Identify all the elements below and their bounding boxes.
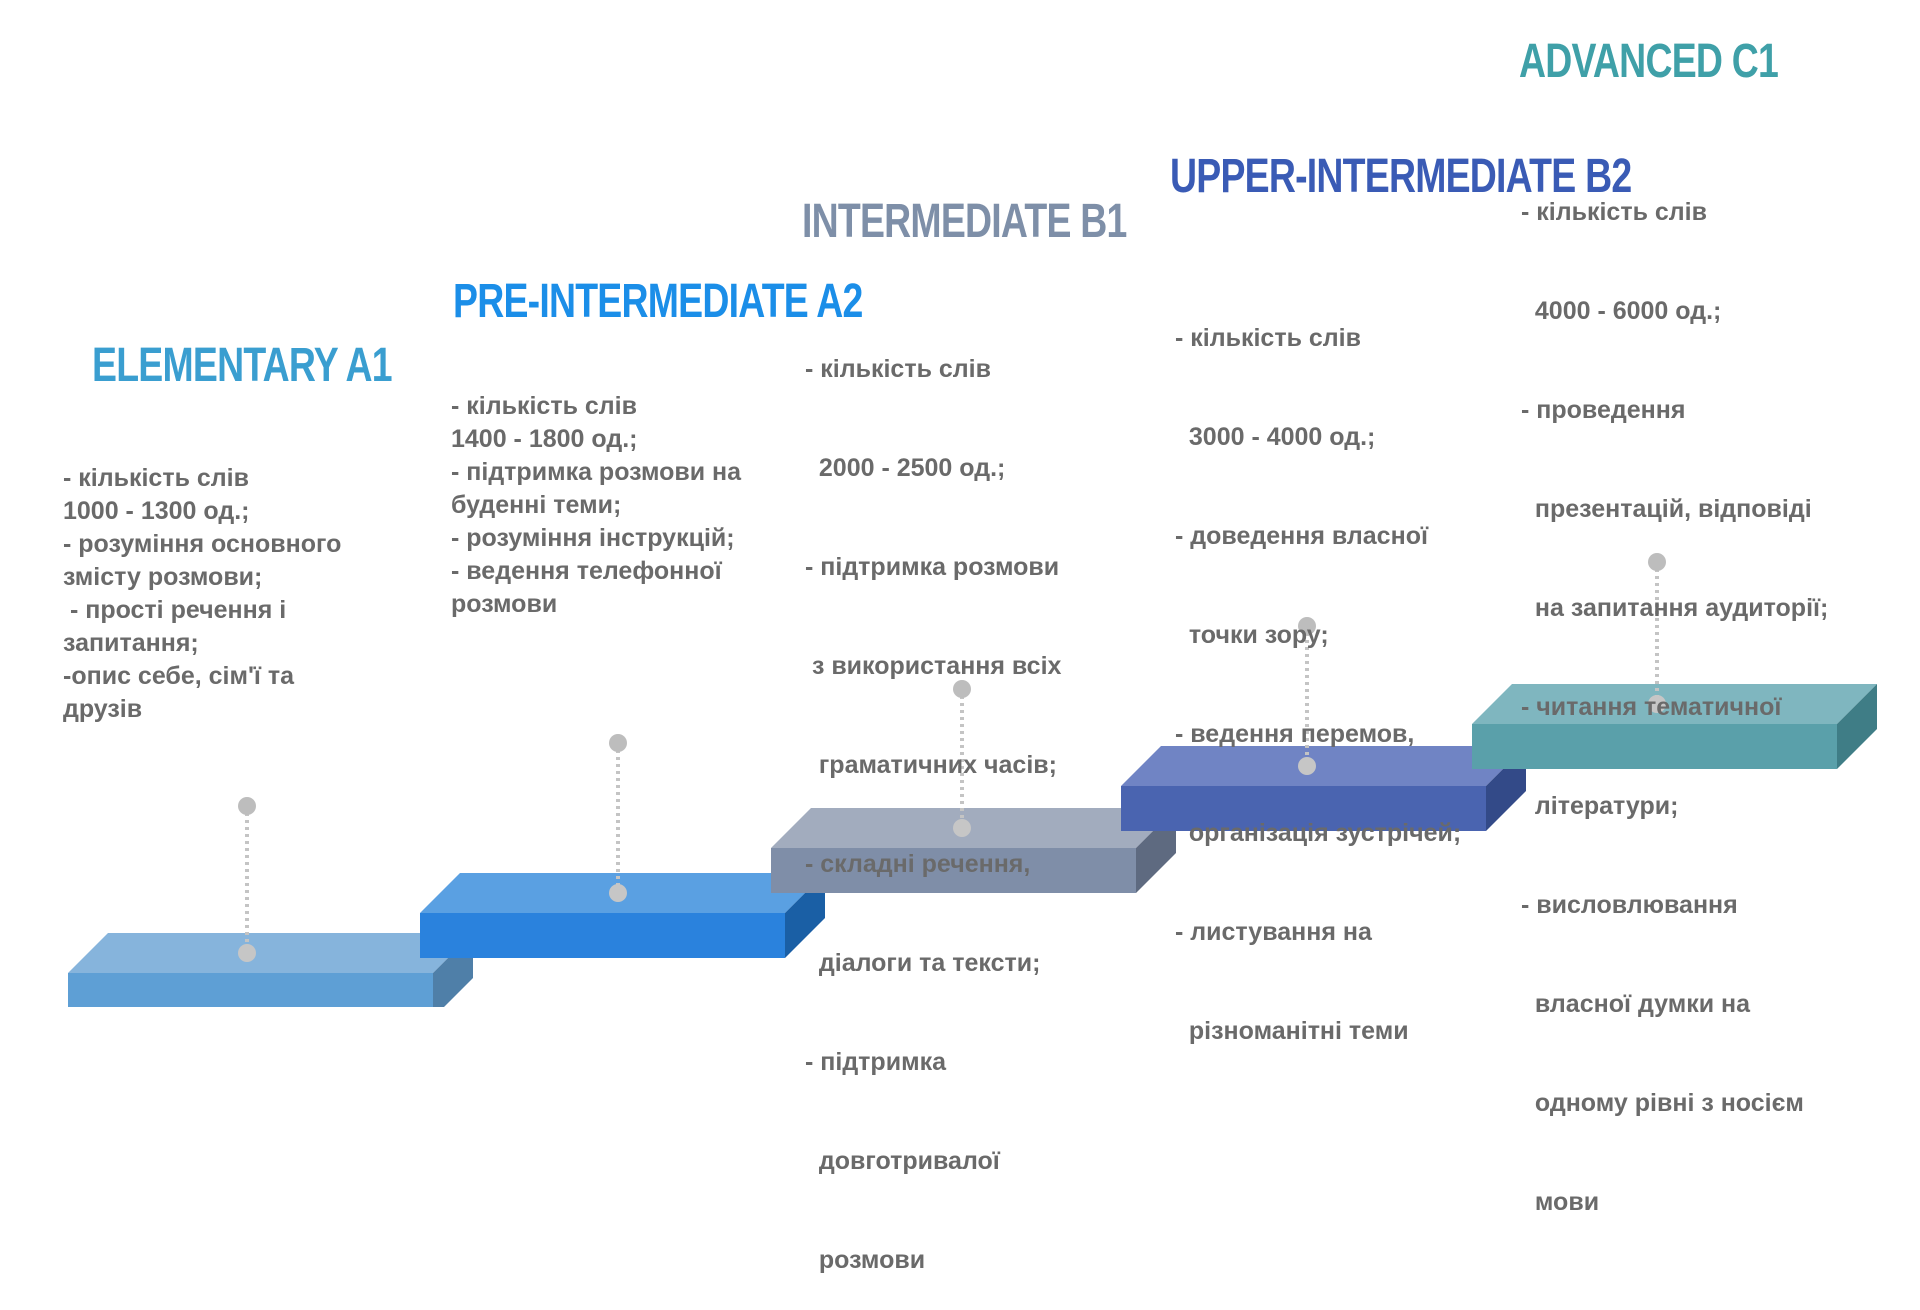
list-item: - доведення власної	[1175, 522, 1428, 550]
pin-dot-top-elementary-a1	[238, 797, 256, 815]
list-item: - кількість слів	[805, 355, 991, 383]
list-item: 4000 - 6000 од.;	[1521, 297, 1722, 325]
list-item: мови	[1521, 1188, 1600, 1216]
list-item: 2000 - 2500 од.;	[805, 454, 1006, 482]
list-item: з використання всіх	[805, 652, 1062, 680]
pin-dot-top-pre-intermediate-a2	[609, 734, 627, 752]
list-item: - кількість слів	[63, 464, 249, 492]
step-top-elementary-a1	[68, 933, 473, 973]
level-list-upper-intermediate-b2	[1175, 256, 1461, 1081]
list-item: - читання тематичної	[1521, 693, 1782, 721]
level-title-intermediate-b1: INTERMEDIATE B1	[802, 195, 1127, 248]
list-item: довготривалої	[805, 1147, 1000, 1175]
level-list-pre-intermediate-a2	[451, 390, 741, 621]
list-item: - розуміння інструкцій;	[451, 524, 735, 552]
list-item: - прості речення і	[63, 596, 287, 624]
list-item: 1400 - 1800 од.;	[451, 425, 638, 453]
list-item: - проведення	[1521, 396, 1686, 424]
level-title-upper-intermediate-b2: UPPER-INTERMEDIATE B2	[1170, 150, 1632, 203]
list-item: граматичних часів;	[805, 751, 1057, 779]
list-item: - складні речення,	[805, 850, 1031, 878]
list-item: буденні теми;	[451, 491, 622, 519]
list-item: організація зустрічей;	[1175, 819, 1462, 847]
list-item: друзів	[63, 695, 143, 723]
list-item: - підтримка	[805, 1048, 946, 1076]
list-item: - ведення телефонної	[451, 557, 722, 585]
list-item: власної думки на	[1521, 990, 1751, 1018]
list-item: -опис себе, сім'ї та	[63, 662, 295, 690]
list-item: - ведення перемов,	[1175, 720, 1415, 748]
list-item: - висловлювання	[1521, 891, 1738, 919]
list-item: літератури;	[1521, 792, 1679, 820]
list-item: - листування на	[1175, 918, 1372, 946]
level-title-elementary-a1: ELEMENTARY A1	[92, 339, 392, 392]
list-item: запитання;	[63, 629, 199, 657]
list-item: презентацій, відповіді	[1521, 495, 1812, 523]
level-list-elementary-a1	[63, 462, 341, 726]
level-title-advanced-c1: ADVANCED C1	[1519, 35, 1779, 88]
list-item: одному рівні з носієм	[1521, 1089, 1804, 1117]
level-title-pre-intermediate-a2: PRE-INTERMEDIATE A2	[453, 275, 863, 328]
list-item: діалоги та тексти;	[805, 949, 1041, 977]
list-item: - кількість слів	[1521, 198, 1707, 226]
list-item: точки зору;	[1175, 621, 1329, 649]
step-front-elementary-a1	[68, 973, 433, 1007]
list-item: змісту розмови;	[63, 563, 263, 591]
pin-dot-base-pre-intermediate-a2	[609, 884, 627, 902]
list-item: різноманітні теми	[1175, 1017, 1409, 1045]
list-item: - розуміння основного	[63, 530, 342, 558]
list-item: 1000 - 1300 од.;	[63, 497, 250, 525]
list-item: розмови	[805, 1246, 926, 1274]
list-item: - кількість слів	[451, 392, 637, 420]
pin-dot-base-elementary-a1	[238, 944, 256, 962]
level-list-intermediate-b1	[805, 287, 1061, 1310]
list-item: - підтримка розмови на	[451, 458, 742, 486]
list-item: розмови	[451, 590, 558, 618]
list-item: 3000 - 4000 од.;	[1175, 423, 1376, 451]
list-item: - підтримка розмови	[805, 553, 1060, 581]
level-list-advanced-c1	[1521, 130, 1828, 1252]
list-item: на запитання аудиторії;	[1521, 594, 1829, 622]
list-item: - кількість слів	[1175, 324, 1361, 352]
step-front-pre-intermediate-a2	[420, 913, 785, 958]
